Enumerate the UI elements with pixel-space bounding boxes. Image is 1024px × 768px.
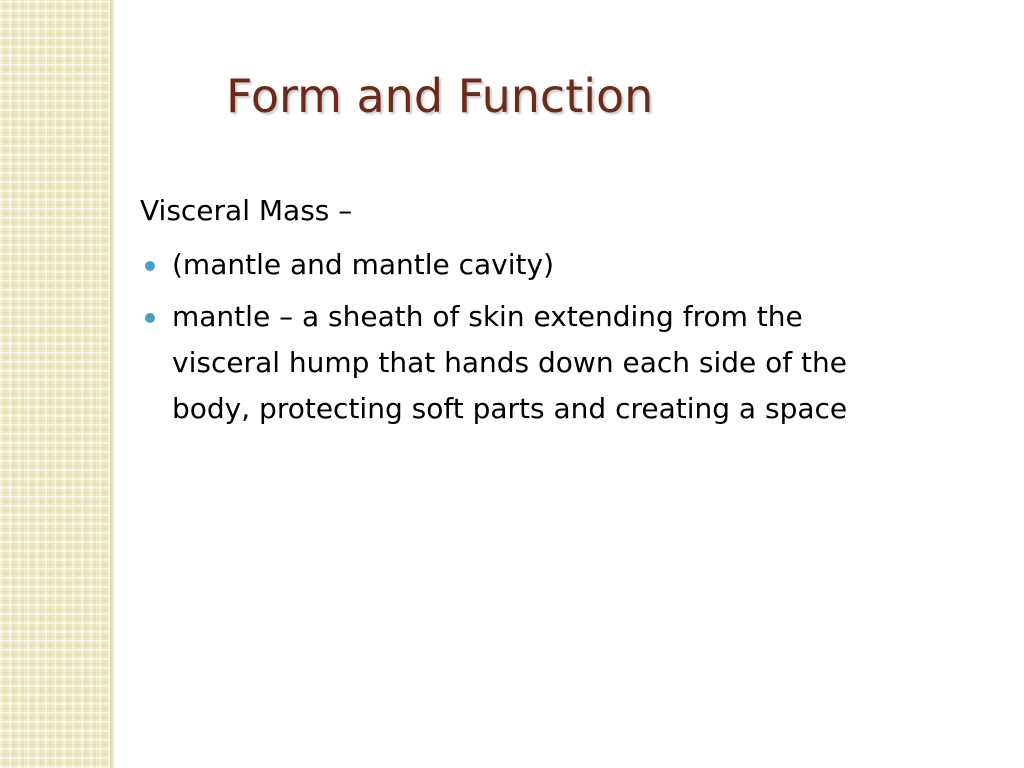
bullet-list [140, 242, 940, 432]
bullet-dot-icon [145, 313, 155, 323]
bullet-text: mantle – a sheath of skin extending from the visceral hump that hands down each side of the body, protecting soft parts and creating a space [172, 300, 848, 425]
list-item [140, 242, 902, 288]
intro-text: Visceral Mass – [140, 194, 353, 227]
decorative-side-band [0, 0, 110, 768]
side-band-edge [110, 0, 114, 768]
bullet-dot-icon [145, 261, 155, 271]
slide-body [140, 188, 940, 438]
list-item [140, 294, 902, 432]
slide-title: Form and Function [226, 69, 654, 123]
bullet-text: (mantle and mantle cavity) [172, 248, 555, 281]
